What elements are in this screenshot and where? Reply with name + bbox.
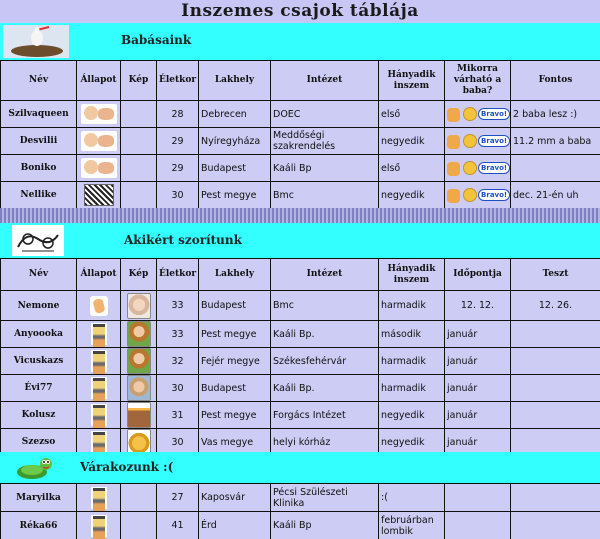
bravo-badge: Bravo!	[478, 108, 510, 120]
city-cell: Pest megye	[199, 321, 271, 348]
attempt-cell: harmadik	[379, 375, 445, 402]
thumbs-up-icon	[447, 135, 460, 149]
table-varakozunk	[0, 483, 600, 539]
city-cell: Debrecen	[199, 101, 271, 128]
section-label-varakozunk: Várakozunk :(	[80, 460, 174, 474]
col-header-nev: Név	[1, 259, 77, 291]
city-cell: Budapest	[199, 291, 271, 321]
age-cell: 33	[157, 291, 199, 321]
institute-cell: Kaáli Bp.	[271, 375, 379, 402]
baby-photo	[127, 293, 151, 319]
city-cell: Pest megye	[199, 182, 271, 209]
city-cell: Vas megye	[199, 429, 271, 456]
attempt-cell: első	[379, 155, 445, 182]
attempt-cell: negyedik	[379, 182, 445, 209]
date-cell: január	[445, 321, 511, 348]
city-cell: Érd	[199, 512, 271, 539]
attempt-cell: :(	[379, 484, 445, 512]
date-cell: január	[445, 348, 511, 375]
attempt-cell: februárban lombik	[379, 512, 445, 539]
age-cell: 30	[157, 375, 199, 402]
city-cell: Pest megye	[199, 402, 271, 429]
hourglass-icon	[91, 431, 107, 453]
due-cell	[445, 182, 511, 209]
note-cell: dec. 21-én uh	[511, 182, 600, 209]
member-name: Szezso	[1, 429, 77, 456]
note-cell	[511, 155, 600, 182]
age-cell: 33	[157, 321, 199, 348]
member-name: Réka66	[1, 512, 77, 539]
city-cell: Budapest	[199, 375, 271, 402]
date-cell	[445, 512, 511, 539]
baby-twins-icon	[81, 131, 117, 151]
col-header-allapot: Állapot	[77, 61, 121, 101]
note-cell: 11.2 mm a baba	[511, 128, 600, 155]
section-divider	[0, 208, 600, 223]
col-header-mikorra: Mikorra várható a baba?	[445, 61, 511, 101]
due-cell	[445, 128, 511, 155]
attempt-cell: harmadik	[379, 348, 445, 375]
date-cell	[445, 484, 511, 512]
col-header-idopontja: Időpontja	[445, 259, 511, 291]
baby-twins-icon	[81, 104, 117, 124]
turtle-icon	[10, 454, 56, 481]
date-cell: január	[445, 402, 511, 429]
attempt-cell: negyedik	[379, 128, 445, 155]
col-header-kep: Kép	[121, 259, 157, 291]
age-cell: 29	[157, 128, 199, 155]
test-cell	[511, 321, 600, 348]
attempt-cell: harmadik	[379, 291, 445, 321]
member-name: Évi77	[1, 375, 77, 402]
col-header-eletkor: Életkor	[157, 259, 199, 291]
section-band-akikert	[0, 223, 600, 258]
attempt-cell: első	[379, 101, 445, 128]
col-header-teszt: Teszt	[511, 259, 600, 291]
table-babasaink	[0, 60, 600, 209]
table-row	[1, 182, 600, 209]
member-name: Desvilii	[1, 128, 77, 155]
member-name: Boniko	[1, 155, 77, 182]
candle-photo	[127, 402, 151, 428]
table-row	[1, 155, 600, 182]
member-name: Kolusz	[1, 402, 77, 429]
institute-cell: Bmc	[271, 182, 379, 209]
table-row	[1, 348, 600, 375]
bravo-badge: Bravo!	[478, 162, 510, 174]
institute-cell: Bmc	[271, 291, 379, 321]
col-header-nev: Név	[1, 61, 77, 101]
stork-nest-icon	[3, 25, 69, 58]
hourglass-icon	[91, 404, 107, 426]
smiley-icon	[463, 107, 477, 121]
member-name: Nellike	[1, 182, 77, 209]
col-header-kep: Kép	[121, 61, 157, 101]
institute-cell: Székesfehérvár	[271, 348, 379, 375]
col-header-lakhely: Lakhely	[199, 61, 271, 101]
table-row	[1, 291, 600, 321]
table-row	[1, 321, 600, 348]
thumbs-up-icon	[447, 162, 460, 176]
table-akikert	[0, 258, 600, 456]
col-header-hanyadik: Hányadik inszem	[379, 61, 445, 101]
thumbs-up-icon	[447, 108, 460, 122]
col-header-lakhely: Lakhely	[199, 259, 271, 291]
hourglass-icon	[91, 487, 107, 509]
attempt-cell: negyedik	[379, 429, 445, 456]
col-header-intezet: Intézet	[271, 61, 379, 101]
smiley-icon	[463, 188, 477, 202]
age-cell: 28	[157, 101, 199, 128]
age-cell: 30	[157, 429, 199, 456]
age-cell: 27	[157, 484, 199, 512]
institute-cell: Kaáli Bp	[271, 512, 379, 539]
institute-cell: Kaáli Bp.	[271, 321, 379, 348]
city-cell: Budapest	[199, 155, 271, 182]
table-row	[1, 484, 600, 512]
col-header-fontos: Fontos	[511, 61, 600, 101]
table-row	[1, 512, 600, 539]
institute-cell: Kaáli Bp	[271, 155, 379, 182]
due-cell	[445, 101, 511, 128]
attempt-cell: negyedik	[379, 402, 445, 429]
institute-cell: helyi kórház	[271, 429, 379, 456]
test-cell	[511, 484, 600, 512]
date-cell: január	[445, 375, 511, 402]
test-cell	[511, 375, 600, 402]
member-name: Nemone	[1, 291, 77, 321]
date-cell: 12. 12.	[445, 291, 511, 321]
table-row	[1, 375, 600, 402]
test-cell	[511, 348, 600, 375]
due-cell	[445, 155, 511, 182]
section-label-babasaink: Babásaink	[121, 33, 192, 47]
hourglass-icon	[91, 350, 107, 372]
member-name: Vicuskazs	[1, 348, 77, 375]
note-cell: 2 baba lesz :)	[511, 101, 600, 128]
member-name: Szilvaqueen	[1, 101, 77, 128]
table-header-row	[1, 61, 600, 101]
child-photo-2	[127, 375, 151, 401]
institute-cell: DOEC	[271, 101, 379, 128]
col-header-eletkor: Életkor	[157, 61, 199, 101]
col-header-intezet: Intézet	[271, 259, 379, 291]
age-cell: 30	[157, 182, 199, 209]
institute-cell: Pécsi Szülészeti Klinika	[271, 484, 379, 512]
section-label-akikert: Akikért szorítunk	[124, 233, 242, 247]
table-row	[1, 402, 600, 429]
age-cell: 41	[157, 512, 199, 539]
child-photo	[127, 348, 151, 374]
table-row	[1, 128, 600, 155]
institute-cell: Meddőségi szakrendelés	[271, 128, 379, 155]
col-header-hanyadik: Hányadik inszem	[379, 259, 445, 291]
section-band-varakozunk	[0, 452, 600, 483]
baby-twins-icon	[81, 158, 117, 178]
cartoon-icon	[12, 225, 64, 256]
institute-cell: Forgács Intézet	[271, 402, 379, 429]
table-header-row	[1, 259, 600, 291]
attempt-cell: második	[379, 321, 445, 348]
city-cell: Kaposvár	[199, 484, 271, 512]
age-cell: 29	[157, 155, 199, 182]
age-cell: 31	[157, 402, 199, 429]
member-name: Maryilka	[1, 484, 77, 512]
test-cell	[511, 512, 600, 539]
city-cell: Nyíregyháza	[199, 128, 271, 155]
fingers-crossed-icon	[90, 296, 108, 316]
age-cell: 32	[157, 348, 199, 375]
member-name: Anyoooka	[1, 321, 77, 348]
hourglass-icon	[91, 323, 107, 345]
hourglass-icon	[91, 377, 107, 399]
table-row	[1, 101, 600, 128]
child-photo	[127, 321, 151, 347]
col-header-allapot: Állapot	[77, 259, 121, 291]
bravo-badge: Bravo!	[478, 135, 510, 147]
city-cell: Fejér megye	[199, 348, 271, 375]
test-cell	[511, 402, 600, 429]
section-band-babasaink	[0, 23, 600, 60]
page-title: Inszemes csajok táblája	[0, 0, 600, 23]
hourglass-icon	[91, 515, 107, 537]
thumbs-up-icon	[447, 189, 460, 203]
test-cell: 12. 26.	[511, 291, 600, 321]
zebra-icon	[84, 184, 114, 206]
smiley-icon	[463, 134, 477, 148]
bravo-badge: Bravo!	[478, 189, 510, 201]
date-cell: január	[445, 429, 511, 456]
smiley-icon	[463, 161, 477, 175]
